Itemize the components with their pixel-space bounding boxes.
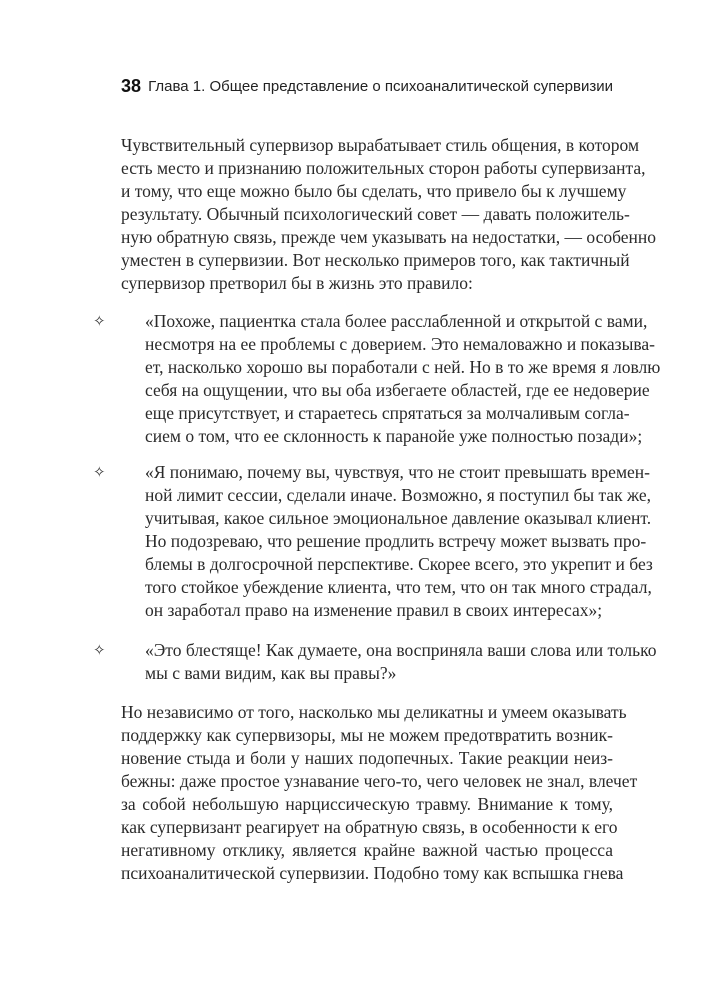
text-line: новение стыда и боли у наших подопечных. Такие реакции неиз- [121,748,613,768]
text-line: он заработал право на изменение правил в своих интересах»; [145,600,603,620]
text-line: еще присутствует, и стараетесь спрятаться за молчаливым согла- [145,403,630,423]
bullet-item-3 [145,639,657,685]
text-line: ет, насколько хорошо вы поработали с ней. Но в то же время я ловлю [145,357,661,377]
text-line: результату. Обычный психологический совет — давать положитель- [121,204,630,224]
text-line: Чувствительный супервизор вырабатывает стиль общения, в котором [121,135,640,155]
bullet-item-1 [145,310,661,448]
text-line: бежны: даже простое узнавание чего-то, чего человек не знал, влечет [121,771,638,791]
text-line: поддержку как супервизоры, мы не можем предотвратить возник- [121,725,613,745]
text-line: себя на ощущении, что вы оба избегаете областей, где ее недоверие [145,380,650,400]
paragraph-1 [121,134,657,295]
chapter-title: Глава 1. Общее представление о психоаналитической супервизии [148,78,613,95]
paragraph-2 [121,701,638,885]
text-line: Но независимо от того, насколько мы деликатны и умеем оказывать [121,702,627,722]
four-pointed-star-icon: ✧ [93,312,106,330]
page-number: 38 [121,76,142,96]
text-line: того стойкое убеждение клиента, что тем, что он так много страдал, [145,577,652,597]
text-line: есть место и признанию положительных сторон работы супервизанта, [121,158,646,178]
text-line: несмотря на ее проблемы с доверием. Это немаловажно и показыва- [145,334,655,354]
text-line: уместен в супервизии. Вот несколько примеров того, как тактичный [121,250,630,270]
text-line: «Это блестяще! Как думаете, она восприняла ваши слова или только [145,640,657,660]
text-line: за собой небольшую нарциссическую травму. Внимание к тому, [121,794,613,814]
text-line: Но подозреваю, что решение продлить встречу может вызвать про- [145,531,647,551]
text-line: мы с вами видим, как вы правы?» [145,663,397,683]
text-line: ную обратную связь, прежде чем указывать на недостатки, — особенно [121,227,657,247]
text-line: и тому, что еще можно было бы сделать, что привело бы к лучшему [121,181,627,201]
text-line: супервизор претворил бы в жизнь это правило: [121,273,473,293]
running-header [121,76,613,100]
text-line: как супервизант реагирует на обратную связь, в особенности к его [121,817,618,837]
text-line: негативному отклику, является крайне важной частью процесса [121,840,613,860]
four-pointed-star-icon: ✧ [93,463,106,481]
text-line: «Похоже, пациентка стала более расслабленной и открытой с вами, [145,311,648,331]
text-line: блемы в долгосрочной перспективе. Скорее всего, это укрепит и без [145,554,653,574]
four-pointed-star-icon: ✧ [93,641,106,659]
text-line: учитывая, какое сильное эмоциональное давление оказывал клиент. [145,508,652,528]
text-line: психоаналитической супервизии. Подобно тому как вспышка гнева [121,863,624,883]
text-line: ной лимит сессии, сделали иначе. Возможно, я поступил бы так же, [145,485,652,505]
bullet-item-2 [145,461,653,622]
text-line: «Я понимаю, почему вы, чувствуя, что не стоит превышать времен- [145,462,650,482]
text-line: сием о том, что ее склонность к паранойе уже полностью позади»; [145,426,643,446]
